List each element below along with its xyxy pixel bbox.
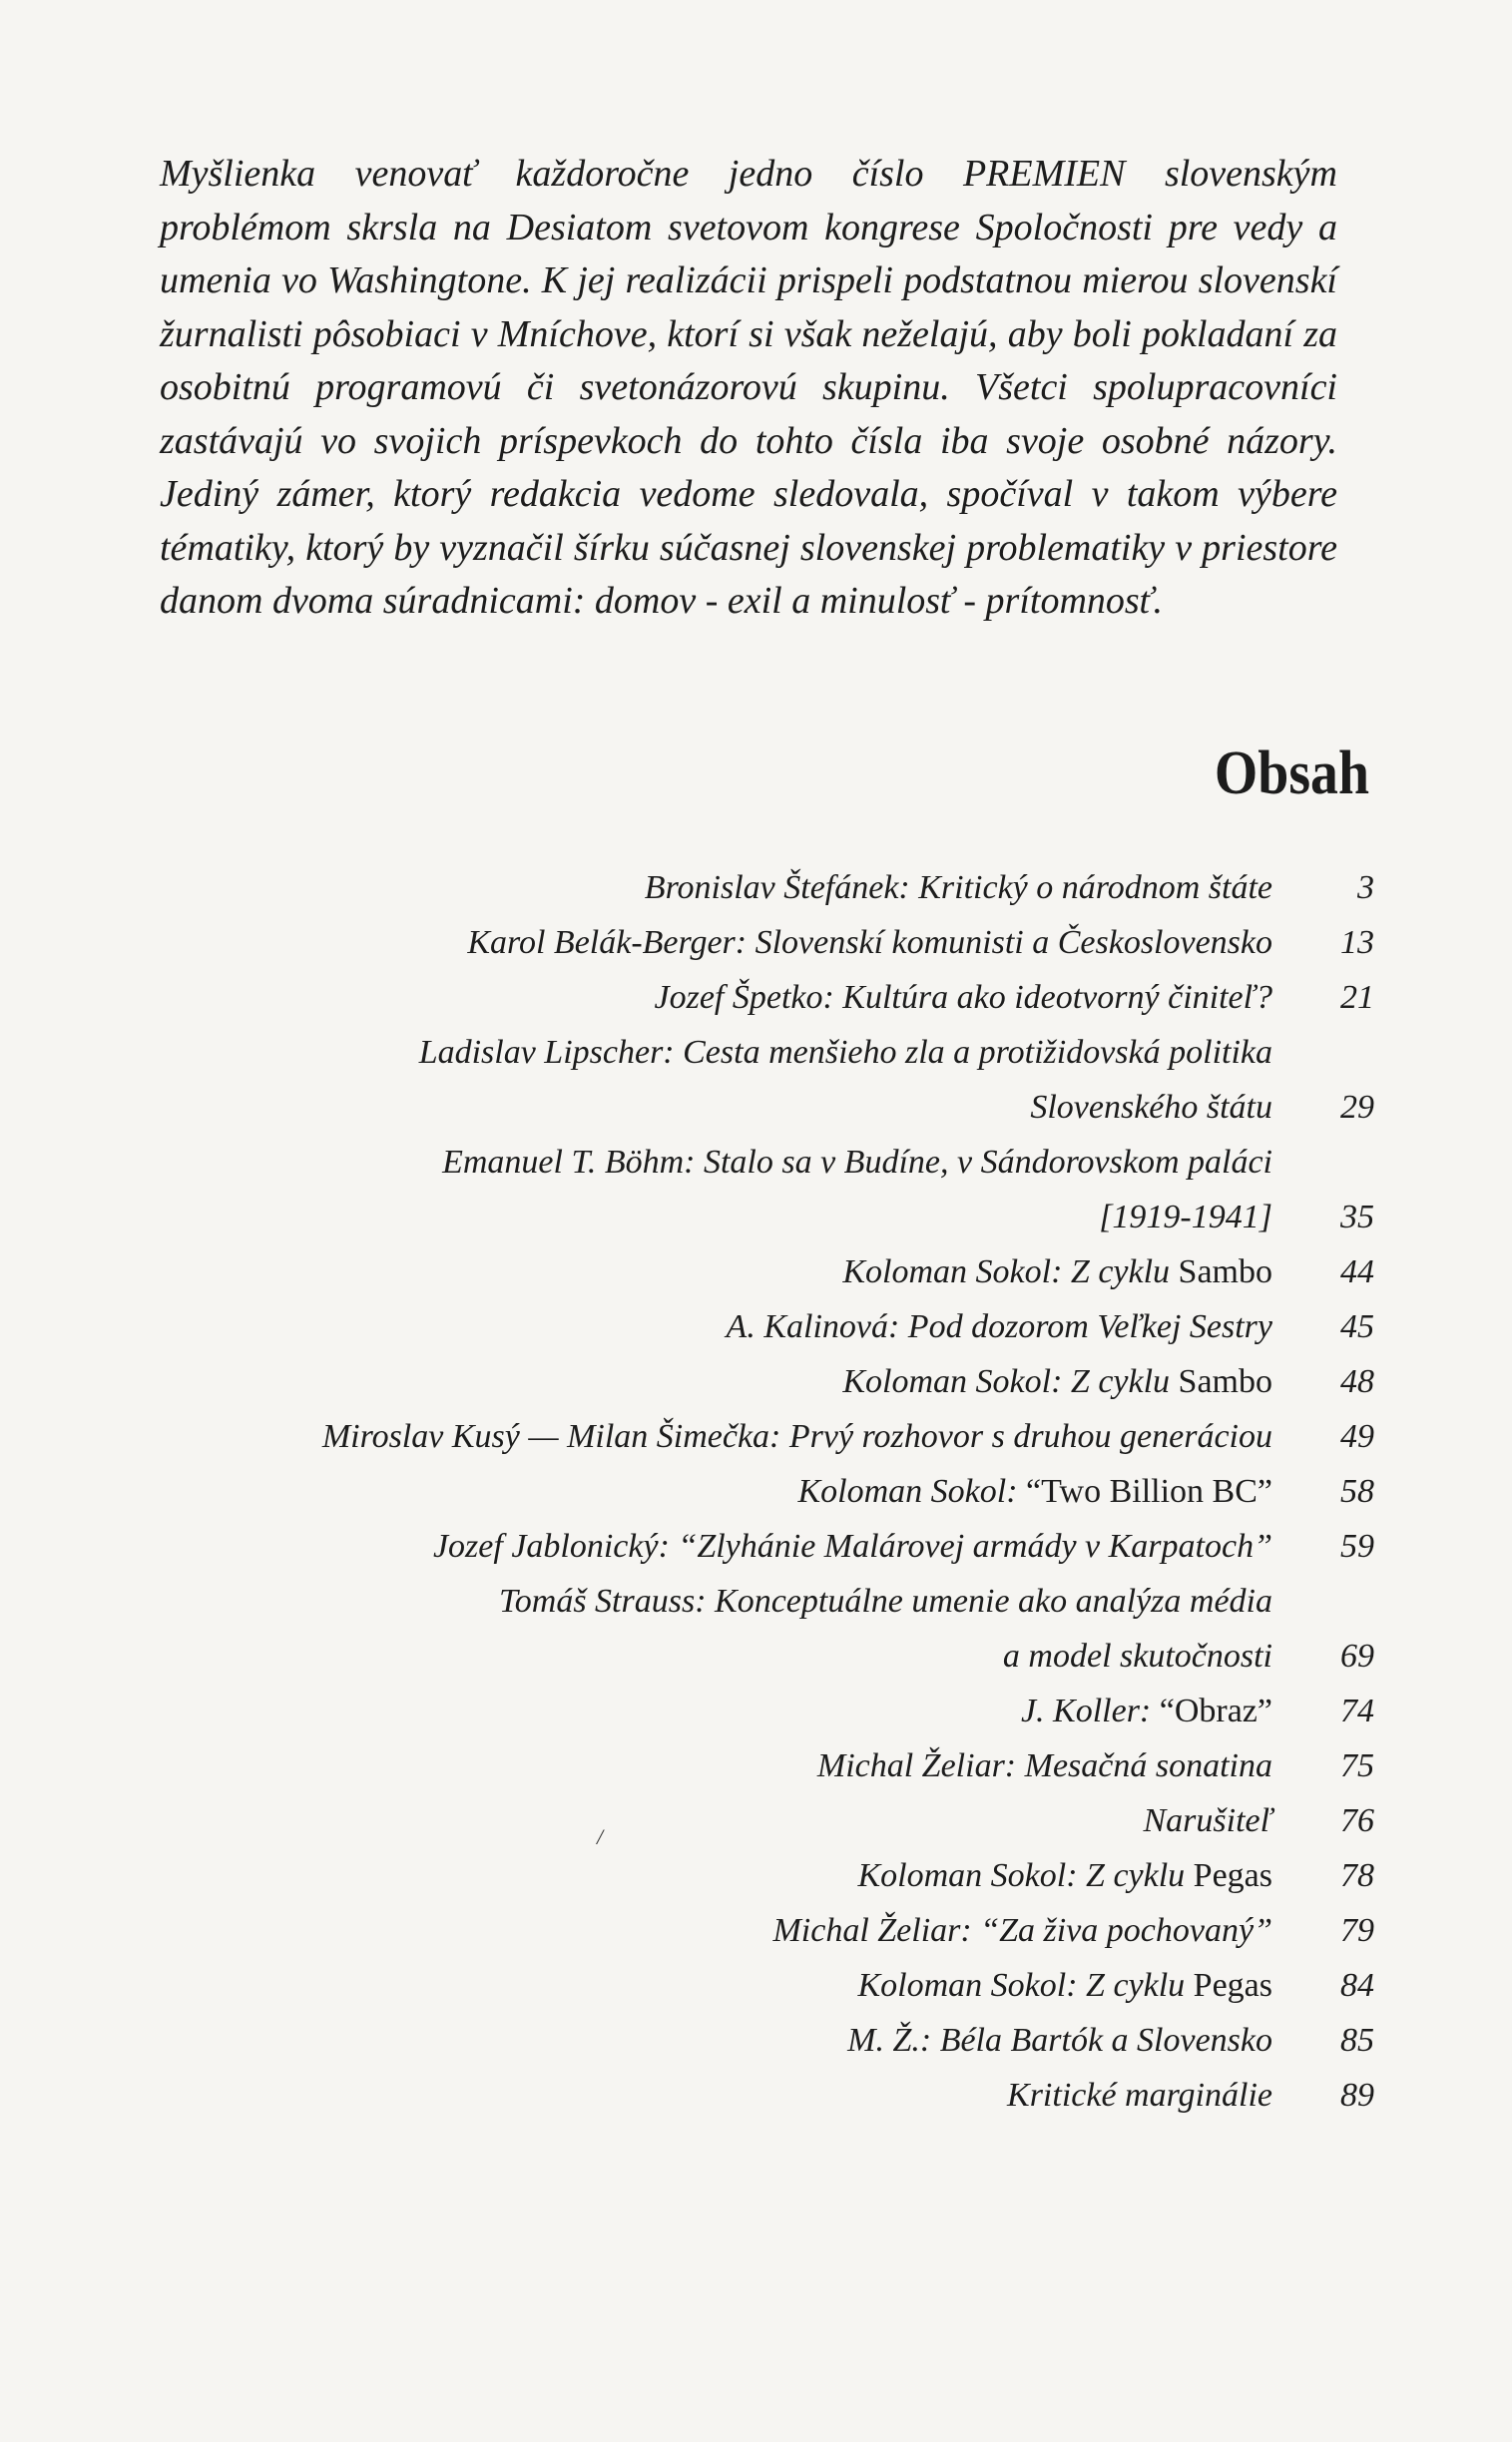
toc-entry-title: Jozef Špetko: Kultúra ako ideotvorný činiteľ? xyxy=(654,979,1272,1016)
toc-entry xyxy=(0,1299,1512,1354)
toc-page-number: 13 xyxy=(1340,924,1374,961)
toc-entry-title: Slovenského štátu xyxy=(1030,1089,1272,1126)
toc-entry-line xyxy=(0,1025,1512,1080)
toc-page-number: 21 xyxy=(1340,979,1374,1016)
toc-entry-line xyxy=(0,1848,1512,1903)
stray-mark: / xyxy=(597,1824,604,1849)
toc-entry-text xyxy=(858,1848,1273,1903)
toc-entry xyxy=(0,1464,1512,1519)
toc-entry-title: Bronislav Štefánek: Kritický o národnom štáte xyxy=(644,869,1272,906)
toc-entry-text xyxy=(842,1354,1272,1409)
toc-page-number: 44 xyxy=(1340,1253,1374,1290)
toc-entry-title: Karol Belák-Berger: Slovenskí komunisti a Československo xyxy=(467,924,1272,961)
toc-entry-title: A. Kalinová: Pod dozorom Veľkej Sestry xyxy=(726,1308,1272,1345)
toc-entry-title: Kritické marginálie xyxy=(1007,2077,1272,2114)
toc-entry-title: Koloman Sokol: Z cyklu xyxy=(842,1253,1179,1290)
toc-entry xyxy=(0,860,1512,915)
toc-entry-text xyxy=(1030,1080,1272,1135)
toc-entry-title: Koloman Sokol: Z cyklu xyxy=(857,1857,1194,1894)
toc-entry xyxy=(0,1574,1512,1684)
toc-page-number: 29 xyxy=(1340,1089,1374,1126)
toc-entry-text xyxy=(1021,1684,1272,1738)
toc-page-number: 49 xyxy=(1340,1418,1374,1455)
toc-entry xyxy=(0,1684,1512,1738)
toc-page-number: 78 xyxy=(1340,1857,1374,1894)
toc-entry-title: Koloman Sokol: xyxy=(797,1473,1027,1510)
toc-entry-text xyxy=(772,1903,1272,1958)
toc-entry-text xyxy=(817,1738,1272,1793)
toc-page-number: 69 xyxy=(1340,1638,1374,1675)
toc-entry-title: [1919-1941] xyxy=(1099,1199,1272,1235)
toc-entry-title: Michal Želiar: Mesačná sonatina xyxy=(816,1747,1272,1784)
toc-page-number: 85 xyxy=(1340,2022,1374,2059)
toc-entry-line xyxy=(0,1519,1512,1574)
toc-entry xyxy=(0,970,1512,1025)
toc-entry-line xyxy=(0,1135,1512,1190)
toc-page-number: 48 xyxy=(1340,1363,1374,1400)
intro-paragraph: Myšlienka venovať každoročne jedno číslo PREMIEN slovenským problémom skrsla na Desiatom svetovom kongrese Spoločnosti pre vedy a umenia vo Washingtone. K jej realizácii prispeli podstatnou mierou slovenskí žurnalisti pôsobiaci v Mníchove, ktorí si však neželajú, aby boli pokladaní za osobitnú programovú či svetonázorovú skupinu. Všetci spolupracovníci zastávajú vo svojich príspevkoch do tohto čísla iba svoje osobné názory. Jediný zámer, ktorý redakcia vedome sledovala, spočíval v takom výbere tématiky, ktorý by vyznačil šírku súčasnej slovenskej problematiky v priestore danom dvoma súradnicami: domov - exil a minulosť - prítomnosť. xyxy=(160,153,1337,622)
toc-entry-work-title: “Two Billion BC” xyxy=(1026,1473,1272,1510)
toc-entry-title: Michal Želiar: “Za živa pochovaný” xyxy=(772,1912,1272,1949)
toc-entry xyxy=(0,1793,1512,1848)
toc-entry-text xyxy=(847,2013,1272,2068)
table-of-contents xyxy=(0,860,1512,2123)
toc-entry xyxy=(0,1738,1512,1793)
toc-entry-work-title: Pegas xyxy=(1193,1967,1272,2004)
toc-entry-line xyxy=(0,1354,1512,1409)
toc-entry-title: Miroslav Kusý — Milan Šimečka: Prvý rozhovor s druhou generáciou xyxy=(321,1418,1272,1455)
toc-entry-title: a model skutočnosti xyxy=(1002,1638,1272,1675)
toc-entry-line xyxy=(0,1409,1512,1464)
toc-entry xyxy=(0,2013,1512,2068)
toc-entry-text xyxy=(842,1244,1272,1299)
toc-page-number: 75 xyxy=(1340,1747,1374,1784)
toc-entry-line xyxy=(0,1629,1512,1684)
toc-entry-line xyxy=(0,1244,1512,1299)
toc-page-number: 58 xyxy=(1340,1473,1374,1510)
toc-entry-title: Ladislav Lipscher: Cesta menšieho zla a protižidovská politika xyxy=(418,1034,1272,1071)
toc-entry-line xyxy=(0,1903,1512,1958)
toc-entry-line xyxy=(0,970,1512,1025)
toc-heading: Obsah xyxy=(1214,739,1369,807)
toc-page-number: 35 xyxy=(1340,1199,1374,1235)
toc-entry-text xyxy=(1003,1629,1272,1684)
toc-entry-line xyxy=(0,1299,1512,1354)
toc-entry xyxy=(0,1409,1512,1464)
toc-page-number: 76 xyxy=(1340,1802,1374,1839)
toc-entry-line xyxy=(0,2013,1512,2068)
toc-entry-text xyxy=(1099,1190,1272,1244)
toc-entry-line xyxy=(0,1080,1512,1135)
toc-entry-text xyxy=(499,1574,1272,1629)
toc-entry-title: Jozef Jablonický: “Zlyhánie Malárovej armády v Karpatoch” xyxy=(432,1528,1272,1565)
toc-entry-title: Narušiteľ xyxy=(1143,1802,1272,1839)
toc-entry-line xyxy=(0,915,1512,970)
toc-entry-text xyxy=(419,1025,1272,1080)
toc-page-number: 79 xyxy=(1340,1912,1374,1949)
toc-entry-text xyxy=(433,1519,1272,1574)
toc-entry-line xyxy=(0,1793,1512,1848)
toc-entry-work-title: Sambo xyxy=(1178,1253,1272,1290)
toc-entry-text xyxy=(645,860,1272,915)
toc-entry xyxy=(0,1519,1512,1574)
toc-entry-text xyxy=(858,1958,1273,2013)
toc-entry-line xyxy=(0,860,1512,915)
toc-entry-line xyxy=(0,2068,1512,2123)
toc-entry-title: J. Koller: xyxy=(1020,1693,1160,1729)
toc-entry-title: M. Ž.: Béla Bartók a Slovensko xyxy=(847,2022,1272,2059)
toc-entry-title: Emanuel T. Böhm: Stalo sa v Budíne, v Sándorovskom paláci xyxy=(442,1144,1272,1181)
toc-entry-text xyxy=(1144,1793,1273,1848)
toc-page-number: 74 xyxy=(1340,1693,1374,1729)
toc-entry-line xyxy=(0,1464,1512,1519)
toc-entry xyxy=(0,915,1512,970)
toc-entry xyxy=(0,1903,1512,1958)
toc-entry-work-title: “Obraz” xyxy=(1159,1693,1272,1729)
toc-page-number: 3 xyxy=(1357,869,1374,906)
toc-entry xyxy=(0,1354,1512,1409)
toc-page-number: 45 xyxy=(1340,1308,1374,1345)
toc-entry-title: Tomáš Strauss: Konceptuálne umenie ako analýza média xyxy=(498,1583,1272,1620)
toc-entry xyxy=(0,1958,1512,2013)
toc-entry-line xyxy=(0,1190,1512,1244)
toc-entry-text xyxy=(467,915,1272,970)
toc-entry xyxy=(0,1025,1512,1135)
toc-entry-title: Koloman Sokol: Z cyklu xyxy=(842,1363,1179,1400)
toc-entry-text xyxy=(655,970,1273,1025)
toc-entry xyxy=(0,2068,1512,2123)
toc-entry-line xyxy=(0,1738,1512,1793)
toc-entry-text xyxy=(1007,2068,1272,2123)
toc-page-number: 84 xyxy=(1340,1967,1374,2004)
toc-entry-text xyxy=(798,1464,1273,1519)
toc-page-number: 59 xyxy=(1340,1528,1374,1565)
toc-entry-text xyxy=(322,1409,1272,1464)
toc-entry-work-title: Pegas xyxy=(1193,1857,1272,1894)
toc-entry-line xyxy=(0,1958,1512,2013)
toc-entry-title: Koloman Sokol: Z cyklu xyxy=(857,1967,1194,2004)
toc-entry xyxy=(0,1244,1512,1299)
toc-entry-work-title: Sambo xyxy=(1178,1363,1272,1400)
toc-page-number: 89 xyxy=(1340,2077,1374,2114)
toc-entry xyxy=(0,1135,1512,1244)
toc-entry-line xyxy=(0,1684,1512,1738)
toc-entry-text xyxy=(442,1135,1272,1190)
toc-entry-text xyxy=(727,1299,1272,1354)
toc-entry-line xyxy=(0,1574,1512,1629)
toc-entry xyxy=(0,1848,1512,1903)
